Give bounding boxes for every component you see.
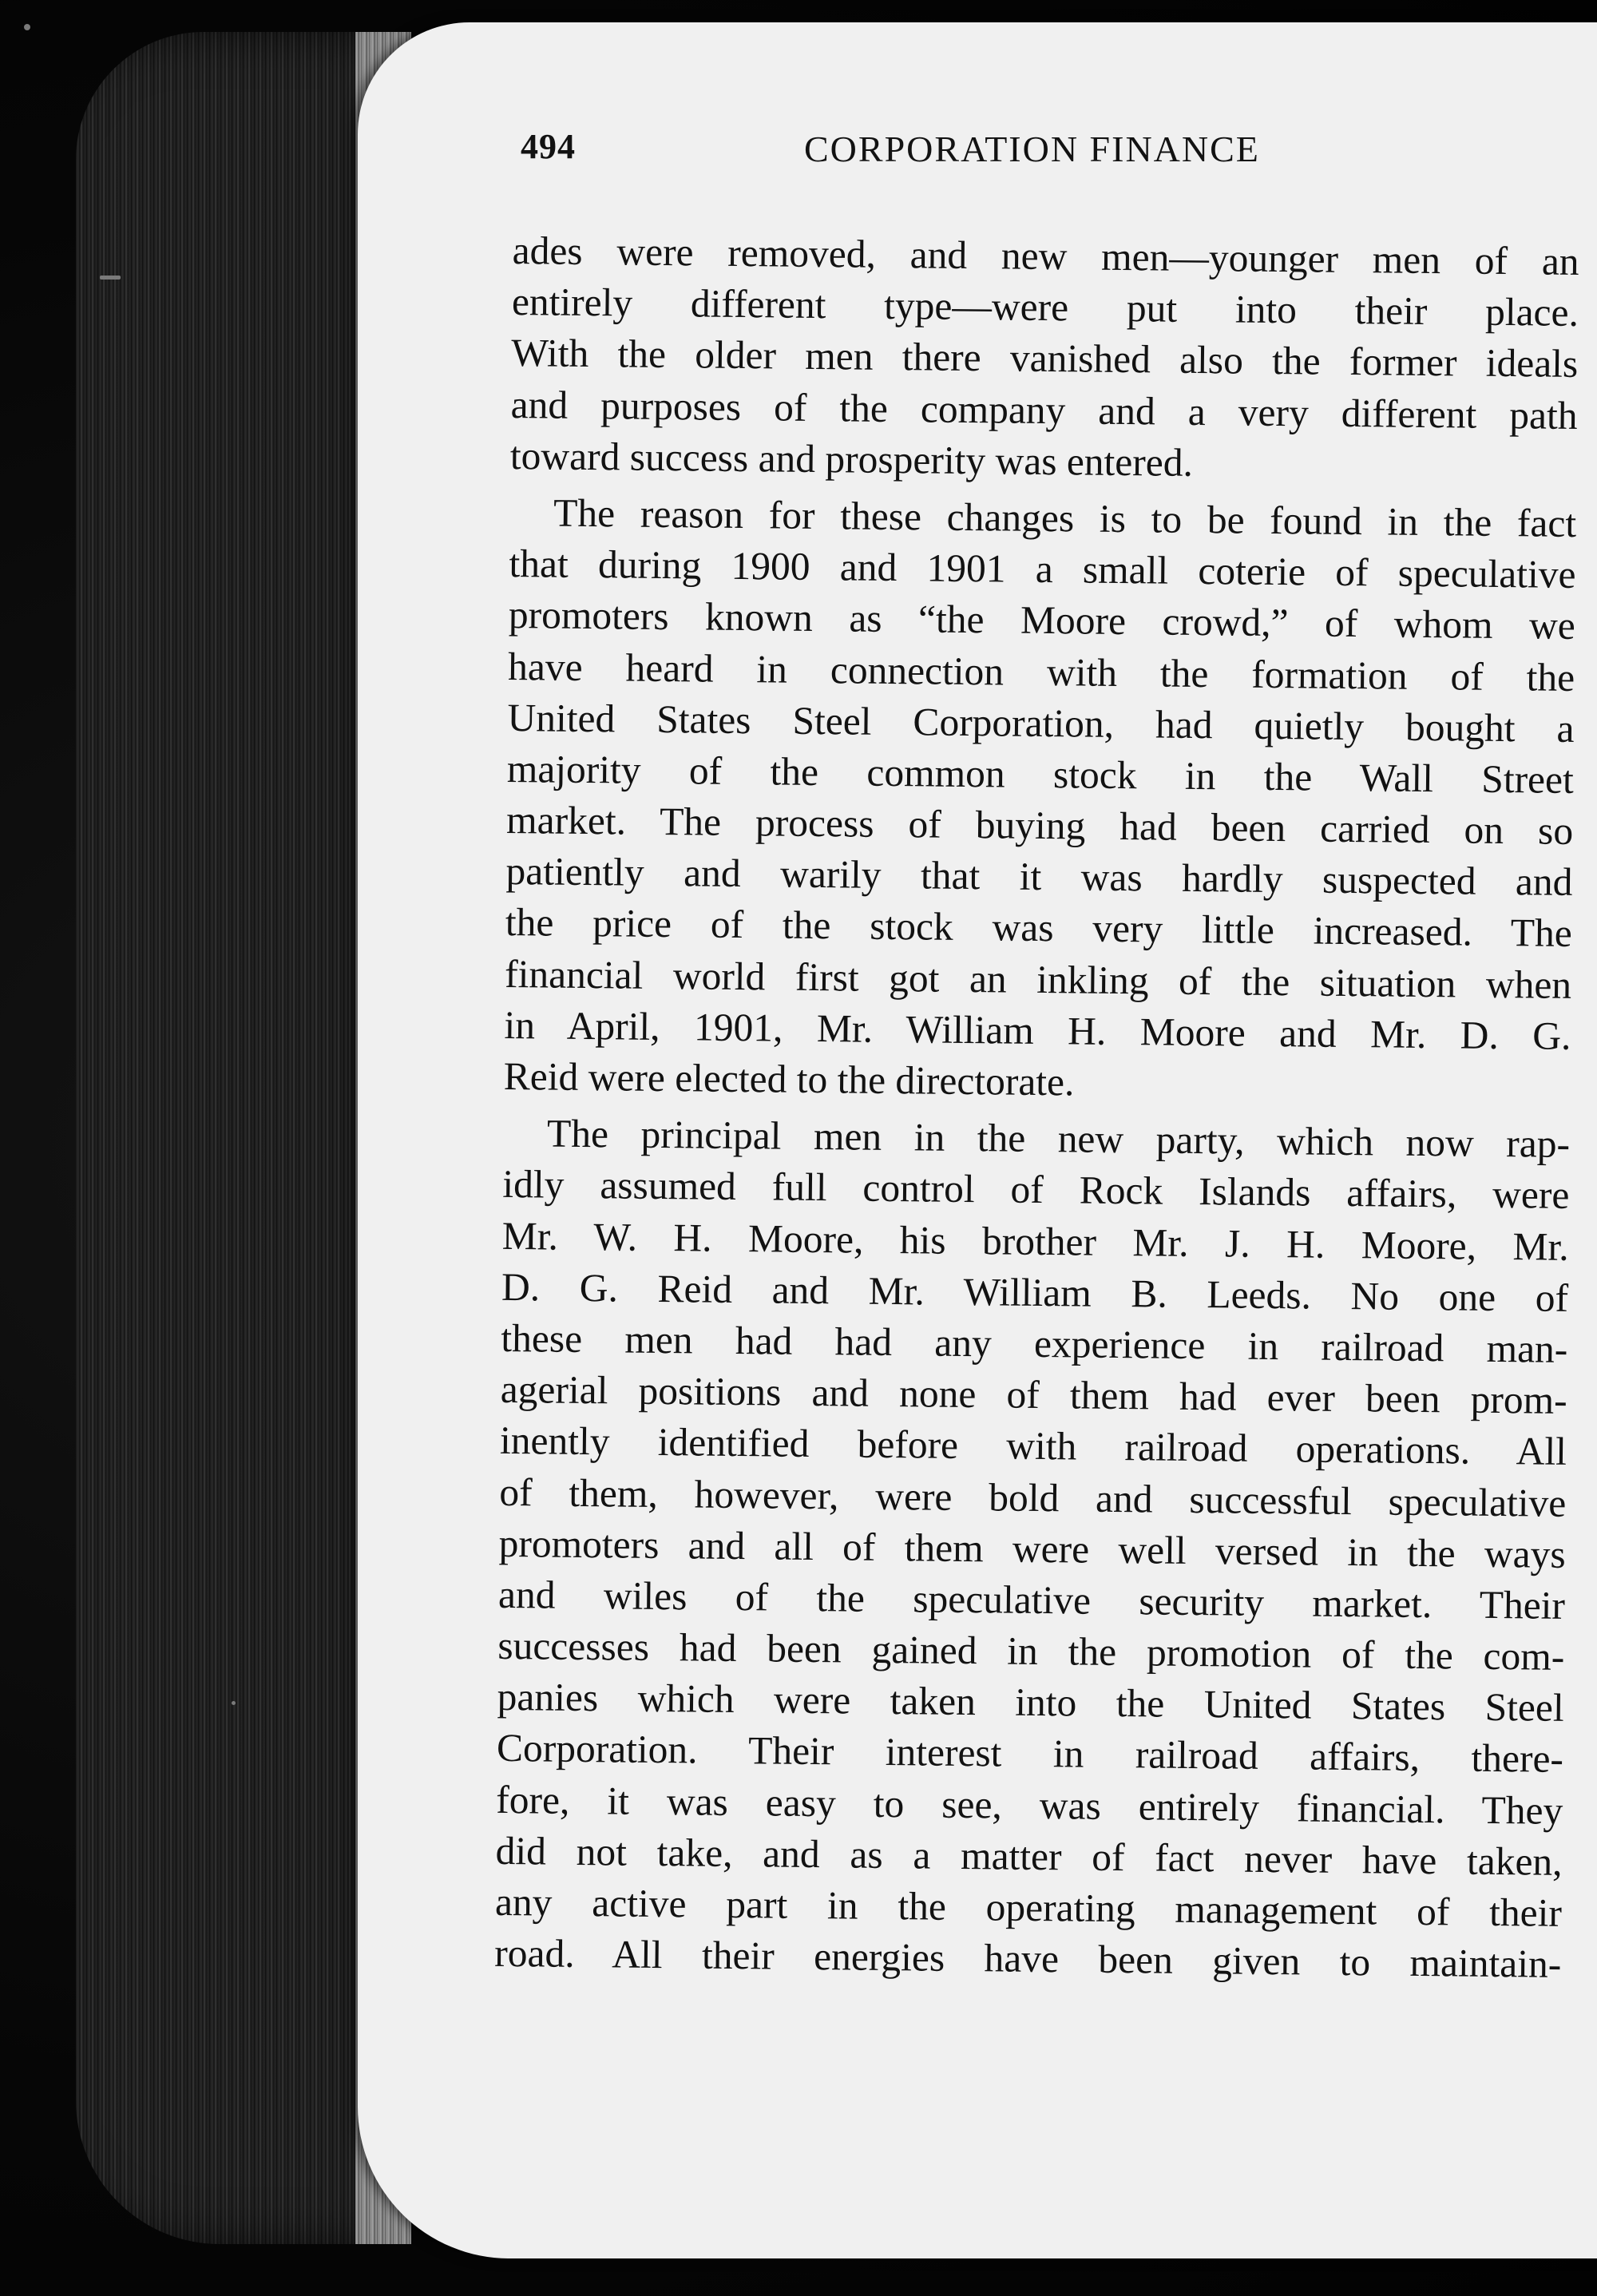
text-line: road. All their energies have been given to maintain- xyxy=(494,1931,1562,1987)
text-line: financial world first got an inkling of the situation when xyxy=(504,951,1572,1007)
paragraph-2 xyxy=(504,487,1577,1113)
text-line: promoters known as “the Moore crowd,” of whom we xyxy=(508,593,1576,648)
scan-speck xyxy=(24,24,30,30)
body-text xyxy=(494,225,1579,1990)
text-line: ades were removed, and new men—younger men of an xyxy=(512,228,1579,284)
text-line: patiently and warily that it was hardly suspected and xyxy=(505,849,1573,905)
text-line: did not take, and as a matter of fact never have taken, xyxy=(495,1828,1563,1884)
text-line: panies which were taken into the United States Steel xyxy=(497,1675,1564,1731)
text-line: toward success and prosperity was entered. xyxy=(509,433,1194,485)
page-number: 494 xyxy=(521,127,576,166)
text-line: of them, however, were bold and successful speculative xyxy=(499,1469,1567,1525)
text-line: Reid were elected to the directorate. xyxy=(503,1053,1075,1104)
text-line: entirely different type—were put into their place. xyxy=(511,280,1579,335)
text-line: Corporation. Their interest in railroad affairs, there- xyxy=(496,1726,1564,1782)
text-line: The principal men in the new party, which now rap- xyxy=(546,1111,1571,1167)
text-line: The reason for these changes is to be found in the fact xyxy=(553,490,1577,545)
text-line: United States Steel Corporation, had quietly bought a xyxy=(507,695,1575,751)
text-line: these men had had any experience in railroad man- xyxy=(501,1315,1568,1371)
text-line: D. G. Reid and Mr. William B. Leeds. No one of xyxy=(501,1264,1569,1320)
text-line: promoters and all of them were well versed in the ways xyxy=(498,1521,1566,1576)
text-line: market. The process of buying had been carried on so xyxy=(505,798,1574,854)
text-line: any active part in the operating management of their xyxy=(494,1879,1563,1935)
text-line: With the older men there vanished also the former ideals xyxy=(511,331,1579,387)
text-line: have heard in connection with the formation of the xyxy=(507,644,1575,700)
text-line: inently identified before with railroad operations. All xyxy=(499,1418,1567,1474)
page-header xyxy=(521,126,1335,174)
text-line: idly assumed full control of Rock Islands affairs, were xyxy=(502,1162,1570,1218)
text-line: and purposes of the company and a very different path xyxy=(510,382,1578,438)
text-line: Mr. W. H. Moore, his brother Mr. J. H. Moore, Mr. xyxy=(501,1213,1569,1269)
text-line: in April, 1901, Mr. William H. Moore and Mr. D. G. xyxy=(504,1002,1571,1058)
text-line: majority of the common stock in the Wall Street xyxy=(506,746,1575,802)
scan-speck xyxy=(232,1701,236,1705)
paragraph-1 xyxy=(510,225,1579,493)
text-line: fore, it was easy to see, was entirely financial. They xyxy=(496,1777,1563,1833)
text-line: the price of the stock was very little increased. The xyxy=(505,900,1573,956)
paragraph-3 xyxy=(494,1108,1570,1990)
text-line: agerial positions and none of them had ever been prom- xyxy=(500,1367,1567,1423)
text-line: and wiles of the speculative security market. Their xyxy=(497,1572,1566,1628)
scan-speck xyxy=(100,276,121,280)
text-line: successes had been gained in the promotion of the com- xyxy=(497,1623,1565,1679)
running-head: CORPORATION FINANCE xyxy=(804,129,1260,169)
text-line: that during 1900 and 1901 a small coterie of speculative xyxy=(509,541,1576,597)
